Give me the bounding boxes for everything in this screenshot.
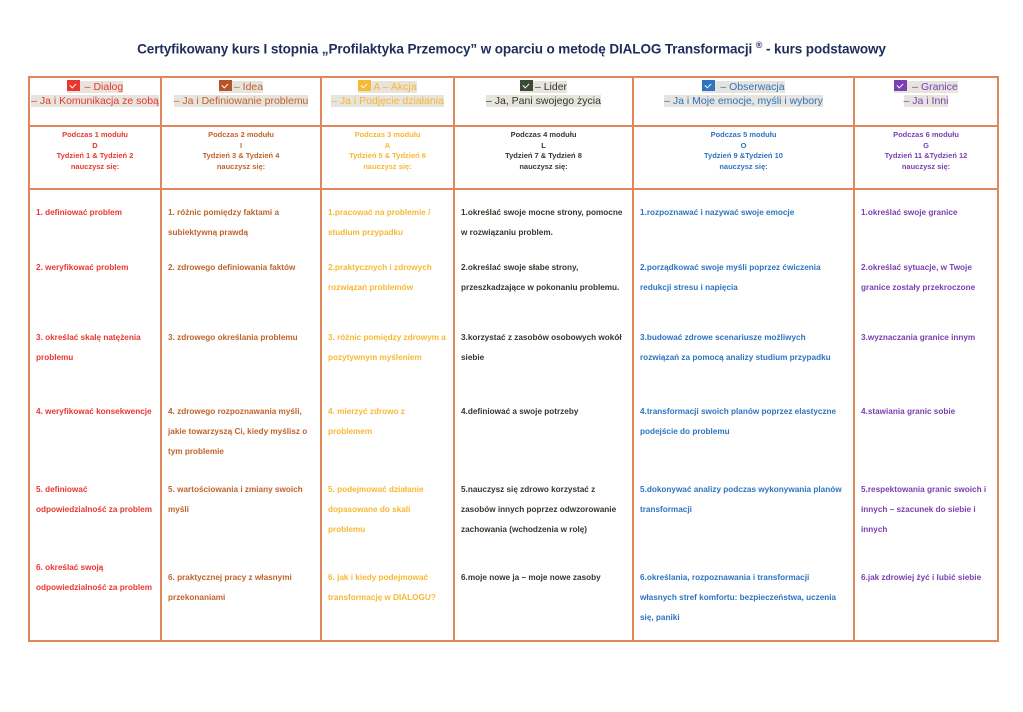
course-table [28,76,999,642]
learning-item: 4.definiować a swoje potrzeby [461,407,579,416]
learning-item: 2.określać sytuacje, w Twoje granice zostały przekroczone [861,263,976,292]
column-name: – Granice [909,81,958,93]
module-letter: G [923,140,929,150]
learning-item: 3. zdrowego określania problemu [168,333,298,342]
column-subtitle: – Ja, Pani swojego życia [486,95,601,107]
checkbox-icon [520,80,533,91]
module-module: Podczas 6 modułu [893,130,959,139]
module-letter: O [740,140,747,150]
learning-item: 1.określać swoje granice [861,208,958,217]
header-dialog [29,77,161,126]
module-module: Podczas 5 modułu [710,130,777,139]
module-letter: A [384,140,391,150]
learning-item: 1.pracować na problemie / studium przypadku [328,208,431,237]
header-idea [161,77,321,126]
module-module: Podczas 1 modułu [62,130,128,139]
learning-item: 2.porządkować swoje myśli poprzez ćwiczenia redukcji stresu i napięcia [640,263,821,292]
learning-items [321,189,454,641]
learning-item: 4.stawiania granic sobie [861,407,956,416]
module-row [29,126,998,189]
module-info [454,126,633,189]
title-suffix: - kurs podstawowy [762,41,886,57]
column-subtitle: – Ja i Moje emocje, myśli i wybory [664,95,823,107]
module-module: Podczas 3 modułu [354,130,421,139]
module-info [854,126,998,189]
module-weeks: Tydzień 7 & Tydzień 8 [505,151,582,160]
column-name: A – Akcja [373,81,417,93]
learning-item: 4. mierzyć zdrowo z problemem [328,407,405,436]
module-letter: D [92,140,98,150]
module-info [633,126,854,189]
column-name: – Dialog [81,81,124,93]
learning-item: 3.budować zdrowe scenariusze możliwych rozwiązań za pomocą analizy studium przypadku [640,333,831,362]
learning-item: 1. definiować problem [36,208,122,217]
module-weeks: Tydzień 11 &Tydzień 12 [884,151,968,160]
learning-item: 5. definiować odpowiedzialność za problem [36,485,153,514]
module-weeks: Tydzień 3 & Tydzień 4 [202,151,280,160]
module-learn: nauczysz się: [901,161,951,171]
learning-items [161,189,321,641]
learning-item: 6. określać swoją odpowiedzialność za problem [36,563,153,592]
learning-item: 1. różnic pomiędzy faktami a subiektywną prawdą [168,208,280,237]
column-name: – Obserwacja [717,81,785,93]
learning-item: 6. jak i kiedy podejmować transformację w DIALOGU? [328,573,436,602]
column-subtitle: – Ja i Inni [903,95,949,107]
module-weeks: Tydzień 1 & Tydzień 2 [56,151,134,160]
learning-item: 5.dokonywać analizy podczas wykonywania planów transformacji [640,485,842,514]
learning-item: 5.nauczysz się zdrowo korzystać z zasobów innych poprzez odwzorowanie zachowania (wchodzenia w rolę) [461,485,617,534]
checkbox-icon [358,80,371,91]
module-learn: nauczysz się: [519,161,568,171]
header-granice [854,77,998,126]
checkbox-icon [702,80,715,91]
learning-item: 6.jak zdrowiej żyć i lubić siebie [861,573,982,582]
header-row [29,77,998,126]
column-subtitle: – Ja i Komunikacja ze sobą [31,95,159,107]
learning-item: 1.określać swoje mocne strony, pomocne w rozwiązaniu problem. [461,208,623,237]
learning-item: 3.korzystać z zasobów osobowych wokół siebie [461,333,622,362]
module-learn: nauczysz się: [70,161,120,171]
items-row [29,189,998,641]
checkbox-icon [219,80,232,91]
learning-item: 2. zdrowego definiowania faktów [168,263,296,272]
learning-item: 4. weryfikować konsekwencje [36,407,152,416]
learning-item: 4. zdrowego rozpoznawania myśli, jakie towarzyszą Ci, kiedy myślisz o tym problemie [168,407,308,456]
module-weeks: Tydzień 5 & Tydzień 6 [349,151,426,160]
document-title [0,40,1023,57]
module-module: Podczas 4 modułu [510,130,577,139]
learning-item: 4.transformacji swoich planów poprzez elastyczne podejście do problemu [640,407,837,436]
learning-item: 6.moje nowe ja – moje nowe zasoby [461,573,601,582]
learning-items [29,189,161,641]
module-learn: nauczysz się: [216,161,266,171]
learning-item: 2. weryfikować problem [36,263,129,272]
checkbox-icon [67,80,80,91]
learning-item: 3.wyznaczania granice innym [861,333,976,342]
learning-item: 5. podejmować działanie dopasowane do skali problemu [328,485,424,534]
column-subtitle: – Ja i Podjęcie działania [331,95,444,107]
checkbox-icon [894,80,907,91]
module-info [321,126,454,189]
header-lider [454,77,633,126]
column-subtitle: – Ja i Definiowanie problemu [173,95,309,107]
registered-mark: ® [755,40,763,50]
module-info [161,126,321,189]
title-text: Certyfikowany kurs I stopnia „Profilaktyka Przemocy” w oparciu o metodę DIALOG Transformacji [137,41,753,57]
learning-items [854,189,998,641]
module-letter: L [541,140,546,150]
column-name: – Idea [233,81,264,93]
learning-item: 3. różnic pomiędzy zdrowym a pozytywnym myśleniem [328,333,446,362]
module-info [29,126,161,189]
module-learn: nauczysz się: [719,161,768,171]
learning-item: 2.określać swoje słabe strony, przeszkadzające w pokonaniu problemu. [461,263,620,292]
learning-item: 3. określać skalę natężenia problemu [36,333,141,362]
module-weeks: Tydzień 9 &Tydzień 10 [704,151,783,160]
module-module: Podczas 2 modułu [208,130,274,139]
learning-item: 5. wartościowania i zmiany swoich myśli [168,485,303,514]
module-letter: I [239,140,243,150]
learning-item: 6.określania, rozpoznawania i transformacji własnych stref komfortu: bezpieczeństwa, uczenia się, paniki [640,573,837,622]
header-obserwacja [633,77,854,126]
module-learn: nauczysz się: [363,161,412,171]
learning-item: 6. praktycznej pracy z własnymi przekonaniami [168,573,292,602]
header-akcja [321,77,454,126]
learning-item: 2.praktycznych i zdrowych rozwiązań problemów [328,263,432,292]
learning-items [633,189,854,641]
column-name: – Lider [534,81,568,93]
learning-item: 5.respektowania granic swoich i innych – szacunek do siebie i innych [861,485,987,534]
learning-item: 1.rozpoznawać i nazywać swoje emocje [640,208,795,217]
learning-items [454,189,633,641]
